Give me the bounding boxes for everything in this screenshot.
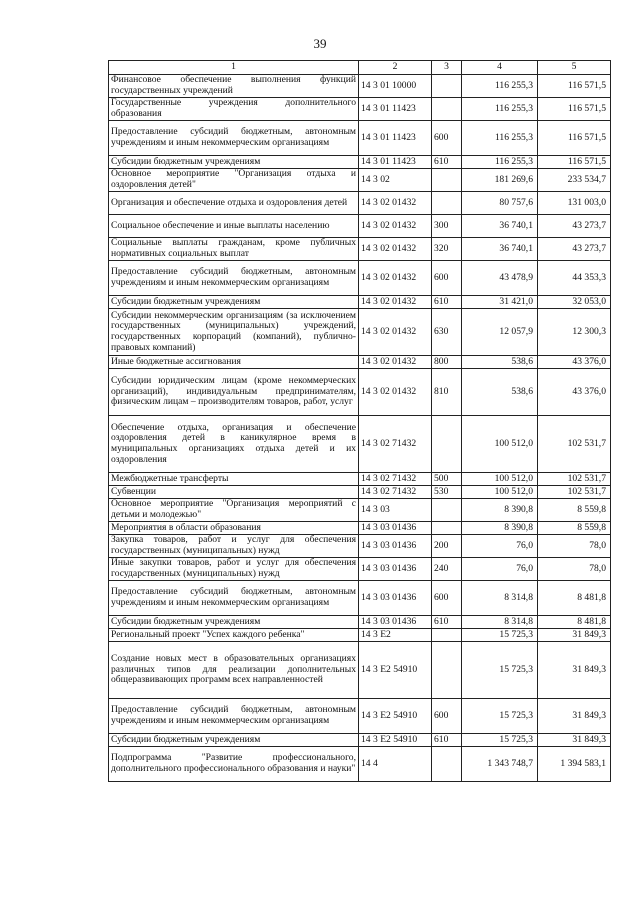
row-expense-type: 600 [432,699,462,734]
row-name: Обеспечение отдыха, организация и обеспечение оздоровления детей в каникулярное время в муниципальных организациях отдыха детей и их оздоровления [109,416,359,473]
row-code: 14 3 01 11423 [359,156,432,169]
budget-table [108,60,611,782]
row-value-year1: 80 757,6 [462,192,538,215]
row-value-year1: 8 390,8 [462,499,538,522]
table-row [109,747,611,782]
row-value-year1: 1 343 748,7 [462,747,538,782]
row-value-year1: 36 740,1 [462,215,538,238]
row-expense-type: 610 [432,616,462,629]
table-row [109,98,611,121]
row-code: 14 3 02 71432 [359,416,432,473]
row-code: 14 4 [359,747,432,782]
row-code: 14 3 E2 54910 [359,734,432,747]
row-name: Организация и обеспечение отдыха и оздоровления детей [109,192,359,215]
row-code: 14 3 03 01436 [359,558,432,581]
row-expense-type: 810 [432,369,462,416]
row-value-year2: 116 571,5 [538,98,611,121]
row-code: 14 3 02 01432 [359,215,432,238]
row-expense-type [432,75,462,98]
row-value-year1: 116 255,3 [462,156,538,169]
header-col-4: 4 [462,61,538,75]
row-value-year1: 43 478,9 [462,261,538,296]
row-name: Государственные учреждения дополнительного образования [109,98,359,121]
row-code: 14 3 02 01432 [359,238,432,261]
row-value-year1: 116 255,3 [462,75,538,98]
row-value-year2: 116 571,5 [538,75,611,98]
row-value-year1: 76,0 [462,558,538,581]
row-name: Субвенции [109,486,359,499]
table-row [109,581,611,616]
row-name: Субсидии бюджетным учреждениям [109,296,359,309]
row-name: Основное мероприятие "Организация отдыха и оздоровления детей" [109,169,359,192]
row-expense-type: 200 [432,535,462,558]
row-value-year1: 76,0 [462,535,538,558]
row-code: 14 3 03 01436 [359,616,432,629]
row-name: Закупка товаров, работ и услуг для обеспечения государственных (муниципальных) нужд [109,535,359,558]
row-code: 14 3 03 01436 [359,522,432,535]
row-value-year1: 15 725,3 [462,699,538,734]
table-row [109,473,611,486]
row-name: Мероприятия в области образования [109,522,359,535]
row-value-year2: 131 003,0 [538,192,611,215]
row-name: Подпрограмма "Развитие профессионального, дополнительного профессионального образования и науки" [109,747,359,782]
row-name: Предоставление субсидий бюджетным, автономным учреждениям и иным некоммерческим организациям [109,699,359,734]
header-col-2: 2 [359,61,432,75]
row-name: Основное мероприятие "Организация мероприятий с детьми и молодежью" [109,499,359,522]
table-row [109,629,611,642]
table-row [109,734,611,747]
row-expense-type: 610 [432,734,462,747]
row-expense-type: 240 [432,558,462,581]
row-name: Субсидии бюджетным учреждениям [109,156,359,169]
row-expense-type: 600 [432,121,462,156]
row-name: Создание новых мест в образовательных организациях различных типов для реализации дополнительных общеразвивающих программ всех направленностей [109,642,359,699]
row-expense-type [432,747,462,782]
row-value-year1: 116 255,3 [462,121,538,156]
row-value-year1: 8 390,8 [462,522,538,535]
row-code: 14 3 02 01432 [359,296,432,309]
row-name: Субсидии бюджетным учреждениям [109,734,359,747]
row-expense-type: 600 [432,581,462,616]
row-name: Иные бюджетные ассигнования [109,356,359,369]
row-value-year1: 36 740,1 [462,238,538,261]
row-code: 14 3 03 01436 [359,535,432,558]
row-expense-type: 500 [432,473,462,486]
row-value-year1: 31 421,0 [462,296,538,309]
row-value-year1: 116 255,3 [462,98,538,121]
row-value-year2: 44 353,3 [538,261,611,296]
row-name: Социальные выплаты гражданам, кроме публичных нормативных социальных выплат [109,238,359,261]
row-code: 14 3 02 71432 [359,473,432,486]
table-header-row [109,61,611,75]
row-value-year2: 43 273,7 [538,215,611,238]
row-value-year1: 538,6 [462,369,538,416]
row-value-year1: 538,6 [462,356,538,369]
table-row [109,261,611,296]
header-col-5: 5 [538,61,611,75]
table-row [109,558,611,581]
row-value-year2: 8 481,8 [538,581,611,616]
row-value-year2: 116 571,5 [538,156,611,169]
row-code: 14 3 01 11423 [359,98,432,121]
row-code: 14 3 02 01432 [359,261,432,296]
row-value-year2: 102 531,7 [538,416,611,473]
row-name: Предоставление субсидий бюджетным, автономным учреждениям и иным некоммерческим организациям [109,581,359,616]
row-expense-type: 530 [432,486,462,499]
row-value-year1: 100 512,0 [462,416,538,473]
row-value-year1: 15 725,3 [462,734,538,747]
row-expense-type: 610 [432,156,462,169]
row-expense-type [432,416,462,473]
row-expense-type [432,522,462,535]
row-expense-type [432,499,462,522]
row-expense-type [432,192,462,215]
table-row [109,699,611,734]
row-name: Предоставление субсидий бюджетным, автономным учреждениям и иным некоммерческим организациям [109,121,359,156]
table-row [109,121,611,156]
table-row [109,616,611,629]
row-value-year2: 233 534,7 [538,169,611,192]
row-name: Субсидии бюджетным учреждениям [109,616,359,629]
table-row [109,356,611,369]
row-code: 14 3 E2 54910 [359,642,432,699]
row-name: Субсидии некоммерческим организациям (за исключением государственных (муниципальных) учреждений, государственных корпораций (компаний), публично-правовых компаний) [109,309,359,356]
row-expense-type: 630 [432,309,462,356]
row-value-year2: 31 849,3 [538,699,611,734]
row-value-year2: 12 300,3 [538,309,611,356]
row-value-year2: 102 531,7 [538,486,611,499]
row-name: Региональный проект "Успех каждого ребенка" [109,629,359,642]
row-code: 14 3 02 01432 [359,192,432,215]
row-value-year1: 8 314,8 [462,616,538,629]
row-value-year2: 31 849,3 [538,629,611,642]
row-value-year2: 43 273,7 [538,238,611,261]
row-expense-type [432,629,462,642]
table-row [109,75,611,98]
row-value-year2: 8 481,8 [538,616,611,629]
row-value-year2: 102 531,7 [538,473,611,486]
row-expense-type [432,98,462,121]
row-name: Социальное обеспечение и иные выплаты населению [109,215,359,238]
row-value-year2: 116 571,5 [538,121,611,156]
row-code: 14 3 E2 54910 [359,699,432,734]
row-value-year1: 100 512,0 [462,486,538,499]
row-expense-type: 320 [432,238,462,261]
row-expense-type: 600 [432,261,462,296]
row-value-year2: 43 376,0 [538,369,611,416]
row-expense-type: 800 [432,356,462,369]
table-row [109,499,611,522]
row-value-year1: 8 314,8 [462,581,538,616]
table-row [109,369,611,416]
table-row [109,535,611,558]
row-value-year2: 1 394 583,1 [538,747,611,782]
row-name: Финансовое обеспечение выполнения функций государственных учреждений [109,75,359,98]
row-code: 14 3 01 10000 [359,75,432,98]
row-code: 14 3 02 01432 [359,356,432,369]
table-row [109,309,611,356]
row-expense-type: 610 [432,296,462,309]
table-row [109,296,611,309]
row-value-year2: 43 376,0 [538,356,611,369]
row-name: Предоставление субсидий бюджетным, автономным учреждениям и иным некоммерческим организациям [109,261,359,296]
row-value-year2: 31 849,3 [538,642,611,699]
table-row [109,156,611,169]
row-code: 14 3 02 01432 [359,369,432,416]
row-value-year2: 31 849,3 [538,734,611,747]
row-value-year1: 12 057,9 [462,309,538,356]
row-code: 14 3 02 71432 [359,486,432,499]
row-code: 14 3 03 [359,499,432,522]
page-number: 39 [313,36,327,51]
table-body [109,75,611,782]
row-value-year2: 78,0 [538,535,611,558]
row-code: 14 3 E2 [359,629,432,642]
table-row [109,416,611,473]
row-name: Иные закупки товаров, работ и услуг для обеспечения государственных (муниципальных) нужд [109,558,359,581]
row-value-year2: 32 053,0 [538,296,611,309]
row-value-year1: 181 269,6 [462,169,538,192]
row-name: Межбюджетные трансферты [109,473,359,486]
row-value-year2: 78,0 [538,558,611,581]
table-row [109,192,611,215]
row-value-year2: 8 559,8 [538,522,611,535]
table-row [109,642,611,699]
table-row [109,522,611,535]
row-code: 14 3 01 11423 [359,121,432,156]
row-value-year1: 15 725,3 [462,629,538,642]
row-value-year1: 15 725,3 [462,642,538,699]
row-name: Субсидии юридическим лицам (кроме некоммерческих организаций), индивидуальным предпринимателям, физическим лицам – производителям товаров, работ, услуг [109,369,359,416]
row-expense-type [432,642,462,699]
table-row [109,486,611,499]
row-expense-type: 300 [432,215,462,238]
row-value-year1: 100 512,0 [462,473,538,486]
table-row [109,169,611,192]
table-row [109,238,611,261]
row-value-year2: 8 559,8 [538,499,611,522]
row-code: 14 3 02 01432 [359,309,432,356]
row-code: 14 3 03 01436 [359,581,432,616]
row-code: 14 3 02 [359,169,432,192]
row-expense-type [432,169,462,192]
table-row [109,215,611,238]
header-col-1: 1 [109,61,359,75]
header-col-3: 3 [432,61,462,75]
